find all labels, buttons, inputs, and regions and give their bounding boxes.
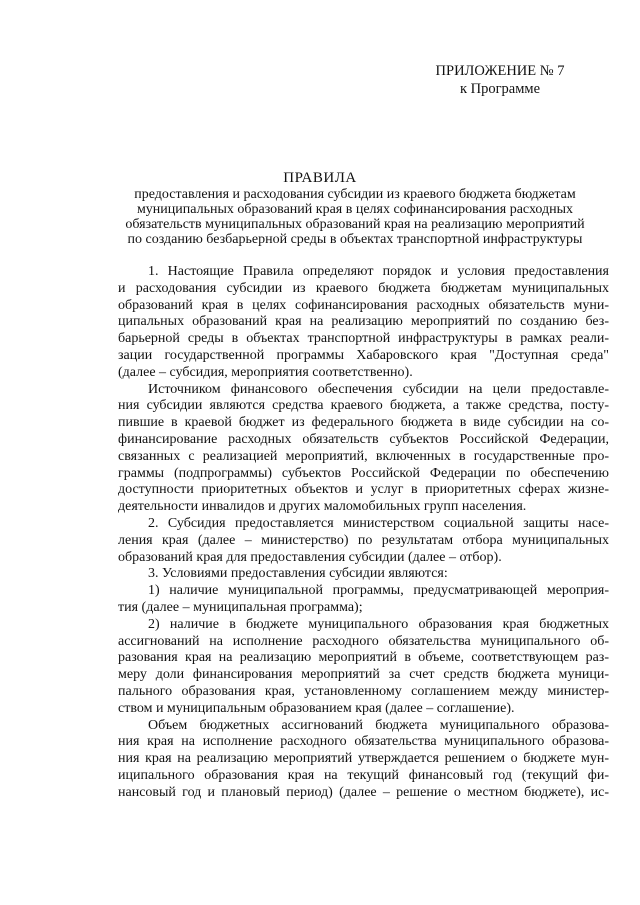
- subtitle-line: муниципальных образований края в целях софинансирования расходных: [136, 202, 574, 217]
- subtitle-line: обязательств муниципальных образований края на реализацию мероприятий: [125, 217, 585, 232]
- body-line: образований края для предоставления субсидии (далее – отбор).: [118, 549, 502, 565]
- body-line: ния субсидии являются средства краевого бюджета, а также средства, посту-: [118, 398, 609, 414]
- body-line: меру доли финансирования мероприятий за счет средств бюджета муници-: [118, 667, 609, 683]
- body-line: ством и муниципальным образованием края (далее – соглашение).: [118, 700, 515, 716]
- body-line: Объем бюджетных ассигнований бюджета муниципального образова-: [148, 717, 609, 733]
- body-line: ления края (далее – министерство) по результатам отбора муниципальных: [118, 532, 609, 548]
- body-line: иципального образования края на текущий финансовый год (текущий фи-: [118, 767, 609, 783]
- body-line: нансовый год и плановый период) (далее – решение о местном бюджете), ис-: [118, 784, 609, 800]
- appendix-number: ПРИЛОЖЕНИЕ № 7: [435, 63, 565, 79]
- body-line: 1. Настоящие Правила определяют порядок и условия предоставления: [148, 264, 609, 279]
- body-line: ассигнований на исполнение расходного обязательства муниципального об-: [118, 633, 609, 649]
- body-line: финансирование расходных обязательств субъектов Российской Федерации,: [118, 431, 609, 447]
- subtitle-line: по созданию безбарьерной среды в объектах транспортной инфраструктуры: [127, 232, 583, 247]
- body-line: ния края на реализацию мероприятий утверждается решением о бюджете мун-: [118, 751, 609, 767]
- document-title: ПРАВИЛА: [283, 170, 357, 186]
- body-line: зации государственной программы Хабаровского края "Доступная среда": [118, 347, 609, 363]
- body-line: 2. Субсидия предоставляется министерством социальной защиты насе-: [148, 515, 609, 531]
- document-subtitle: [100, 187, 610, 247]
- body-line: связанных с реализацией мероприятий, включенных в государственные про-: [118, 448, 609, 464]
- body-line: пального образования края, установленному соглашением между министер-: [118, 683, 609, 699]
- document-body: [118, 264, 609, 802]
- body-line: тия (далее – муниципальная программа);: [118, 599, 363, 615]
- body-line: 2) наличие в бюджете муниципального образования края бюджетных: [148, 616, 609, 632]
- appendix-reference: к Программе: [459, 81, 541, 97]
- subtitle-line: предоставления и расходования субсидии из краевого бюджета бюджетам: [134, 187, 576, 202]
- body-line: 1) наличие муниципальной программы, предусматривающей мероприя-: [148, 583, 609, 599]
- body-line: 3. Условиями предоставления субсидии являются:: [148, 566, 448, 582]
- body-line: (далее – субсидия, мероприятия соответственно).: [118, 364, 413, 380]
- body-line: образований края в целях софинансирования расходных обязательств муни-: [118, 297, 609, 313]
- body-line: граммы (подпрограммы) субъектов Российской Федерации по обеспечению: [118, 465, 609, 481]
- body-line: барьерной среды в объектах транспортной инфраструктуры в рамках реали-: [118, 331, 609, 347]
- body-line: Источником финансового обеспечения субсидии на цели предоставле-: [148, 381, 609, 397]
- body-line: деятельности инвалидов и других маломобильных групп населения.: [118, 499, 527, 515]
- body-line: ципальных образований края на реализацию мероприятий по созданию без-: [118, 314, 609, 330]
- body-line: и расходования субсидии из краевого бюджета бюджетам муниципальных: [118, 280, 609, 296]
- appendix-header: [400, 62, 600, 98]
- body-line: пившие в краевой бюджет из федерального бюджета в виде субсидии на со-: [118, 415, 609, 431]
- body-line: ния края на исполнение расходного обязательства муниципального образова-: [118, 734, 609, 750]
- body-line: доступности приоритетных объектов и услуг в приоритетных сферах жизне-: [118, 482, 609, 498]
- body-line: разования края на реализацию мероприятий в объеме, соответствующем раз-: [118, 650, 609, 666]
